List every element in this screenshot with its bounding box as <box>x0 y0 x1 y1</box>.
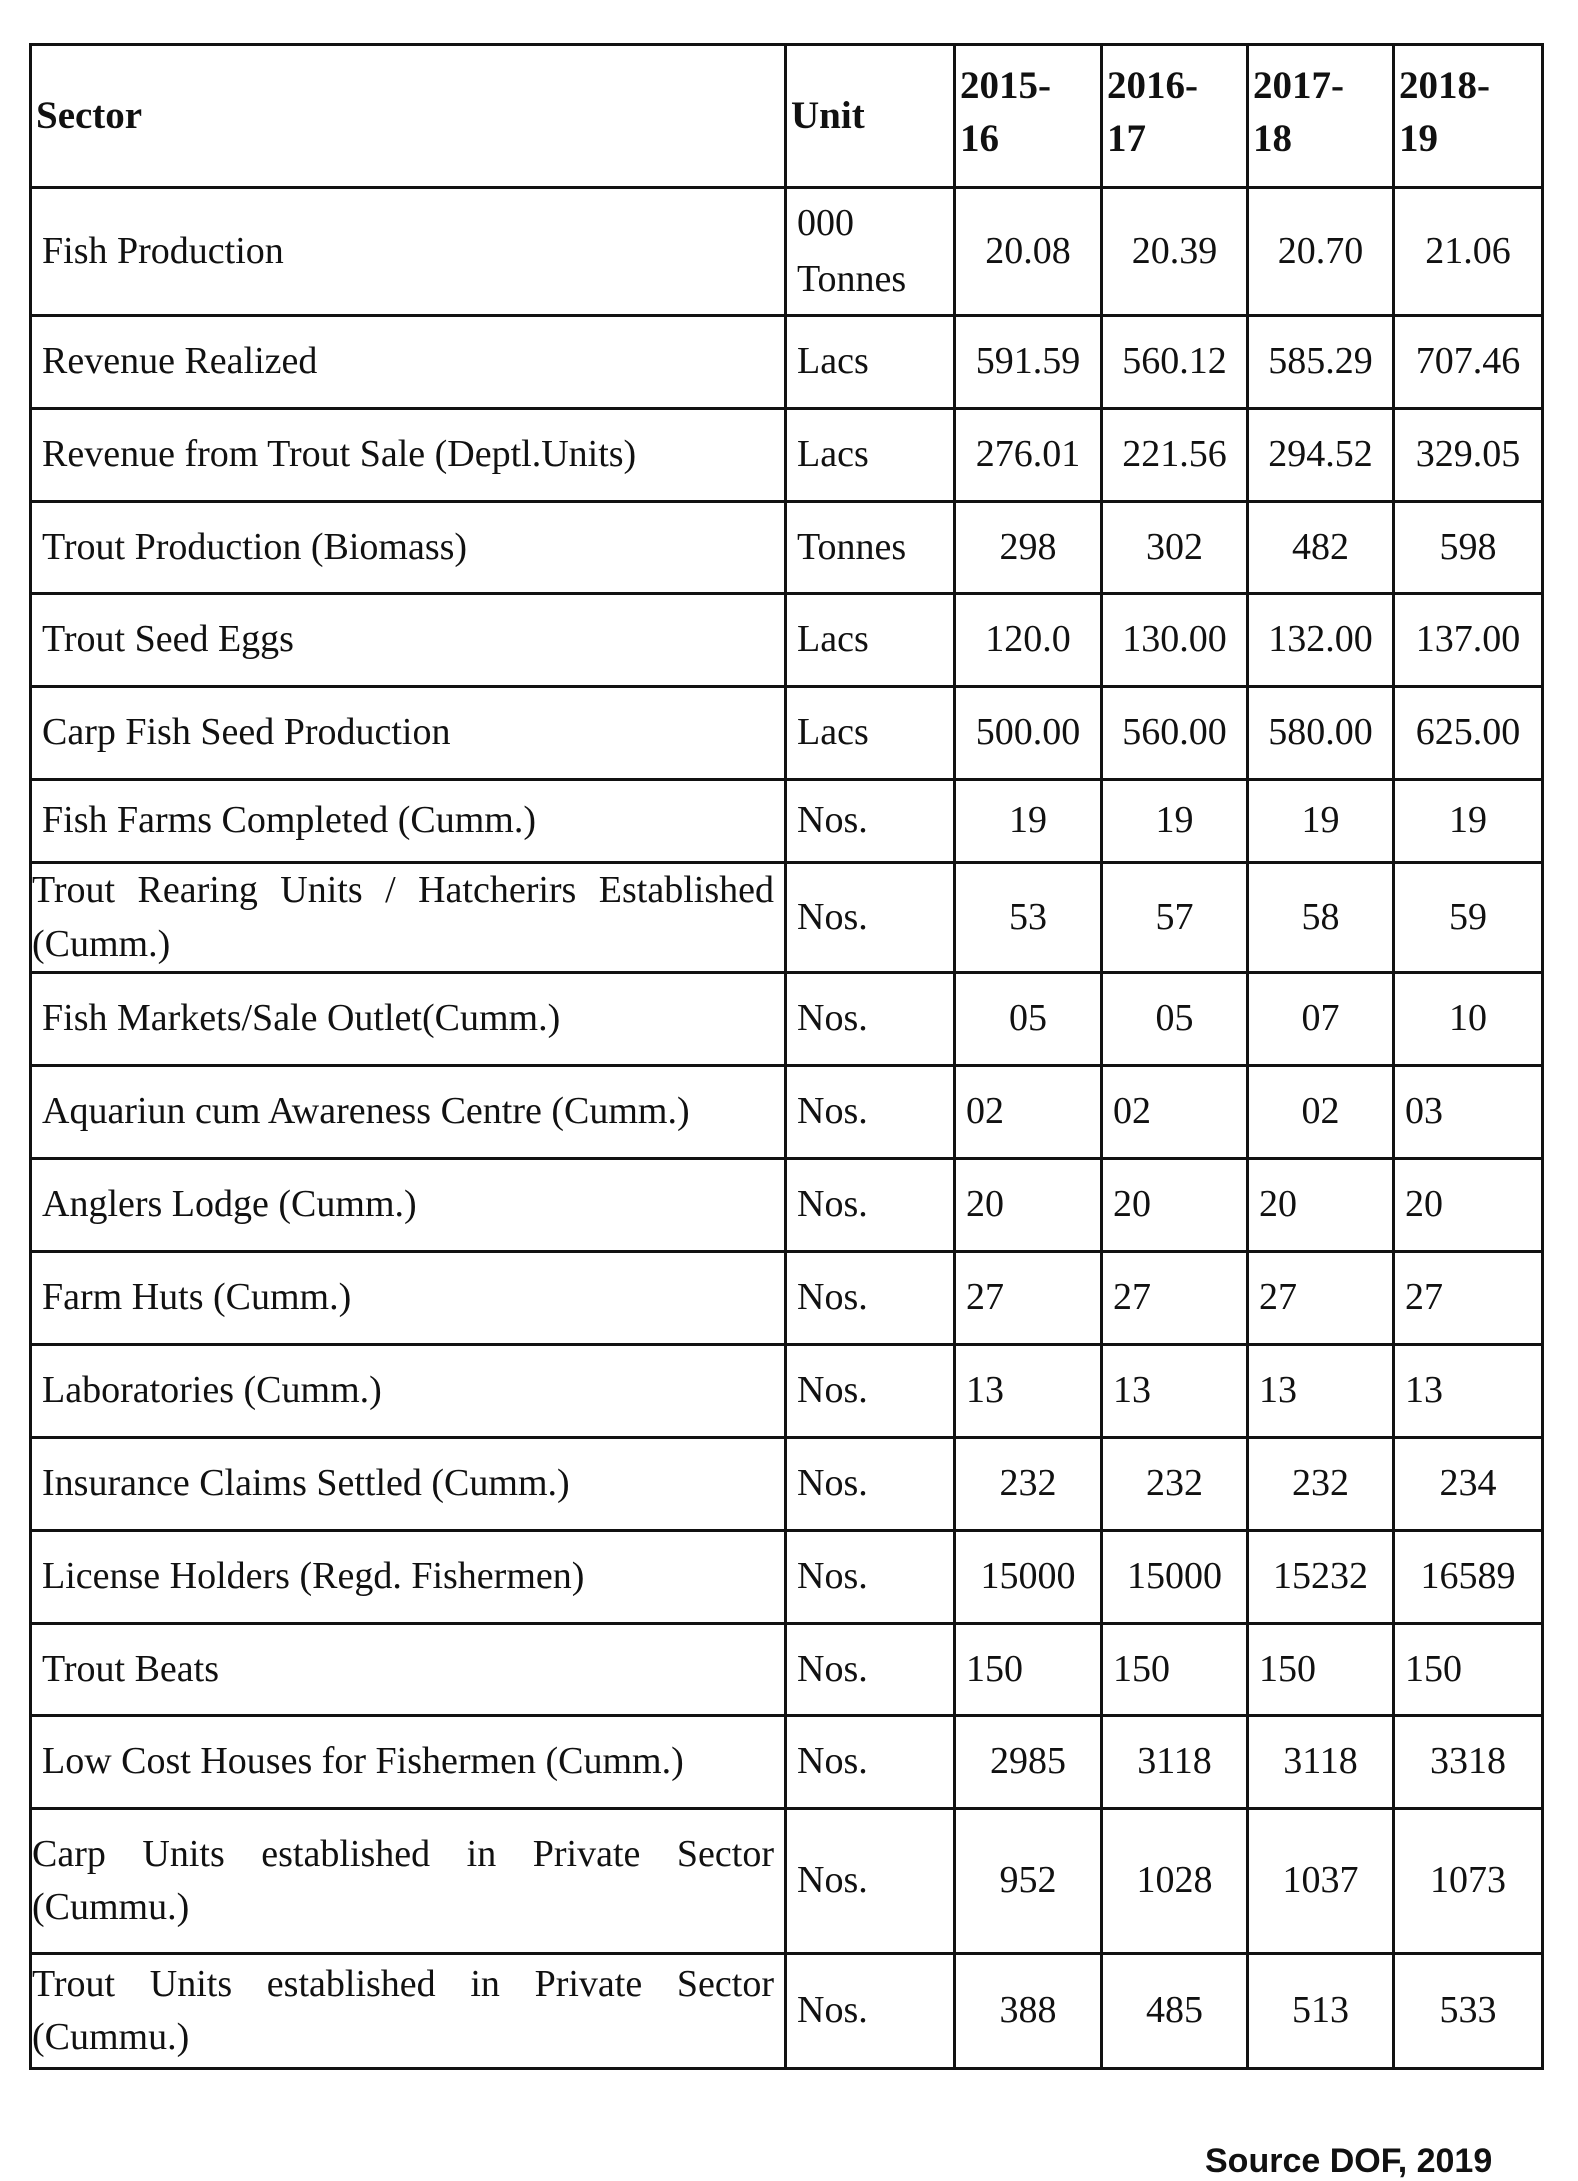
value-cell: 05 <box>955 973 1102 1066</box>
value-cell: 59 <box>1394 863 1543 973</box>
table-row <box>31 316 1543 409</box>
header-sector: Sector <box>31 45 786 188</box>
table-row <box>31 409 1543 502</box>
value-cell: 302 <box>1102 502 1248 594</box>
sector-cell: Trout Rearing Units / Hatcherirs Established (Cumm.) <box>31 863 786 973</box>
table-row <box>31 1066 1543 1159</box>
unit-cell: Nos. <box>786 1716 955 1809</box>
value-cell: 03 <box>1394 1066 1543 1159</box>
value-cell: 21.06 <box>1394 188 1543 316</box>
source-note: Source DOF, 2019 <box>1205 2142 1493 2180</box>
value-cell: 02 <box>1102 1066 1248 1159</box>
value-cell: 20.39 <box>1102 188 1248 316</box>
value-cell: 560.12 <box>1102 316 1248 409</box>
sector-cell: Anglers Lodge (Cumm.) <box>31 1159 786 1252</box>
sector-cell: Trout Beats <box>31 1624 786 1716</box>
value-cell: 533 <box>1394 1954 1543 2069</box>
table-row <box>31 502 1543 594</box>
table-row <box>31 1438 1543 1531</box>
unit-cell: Lacs <box>786 316 955 409</box>
value-cell: 19 <box>955 780 1102 863</box>
value-cell: 10 <box>1394 973 1543 1066</box>
value-cell: 57 <box>1102 863 1248 973</box>
sector-cell: Fish Production <box>31 188 786 316</box>
value-cell: 13 <box>955 1345 1102 1438</box>
value-cell: 276.01 <box>955 409 1102 502</box>
value-cell: 598 <box>1394 502 1543 594</box>
unit-cell: Nos. <box>786 863 955 973</box>
value-cell: 560.00 <box>1102 687 1248 780</box>
sector-cell: Trout Units established in Private Sector (Cummu.) <box>31 1954 786 2069</box>
value-cell: 294.52 <box>1248 409 1394 502</box>
value-cell: 298 <box>955 502 1102 594</box>
sector-cell: Carp Units established in Private Sector (Cummu.) <box>31 1809 786 1954</box>
value-cell: 388 <box>955 1954 1102 2069</box>
value-cell: 513 <box>1248 1954 1394 2069</box>
fisheries-data-table <box>29 43 1544 2070</box>
unit-cell: Nos. <box>786 1066 955 1159</box>
value-cell: 234 <box>1394 1438 1543 1531</box>
value-cell: 232 <box>1248 1438 1394 1531</box>
value-cell: 132.00 <box>1248 594 1394 687</box>
header-unit: Unit <box>786 45 955 188</box>
sector-cell: Fish Markets/Sale Outlet(Cumm.) <box>31 973 786 1066</box>
sector-cell: Aquariun cum Awareness Centre (Cumm.) <box>31 1066 786 1159</box>
value-cell: 20.08 <box>955 188 1102 316</box>
value-cell: 150 <box>1394 1624 1543 1716</box>
value-cell: 27 <box>1102 1252 1248 1345</box>
unit-cell: Lacs <box>786 687 955 780</box>
table-row <box>31 1624 1543 1716</box>
value-cell: 02 <box>1248 1066 1394 1159</box>
value-cell: 20 <box>955 1159 1102 1252</box>
unit-cell: 000 Tonnes <box>786 188 955 316</box>
value-cell: 02 <box>955 1066 1102 1159</box>
value-cell: 15000 <box>1102 1531 1248 1624</box>
value-cell: 137.00 <box>1394 594 1543 687</box>
table-row <box>31 1159 1543 1252</box>
unit-cell: Nos. <box>786 1531 955 1624</box>
table-row <box>31 1954 1543 2069</box>
unit-cell: Nos. <box>786 1809 955 1954</box>
value-cell: 3118 <box>1248 1716 1394 1809</box>
unit-cell: Nos. <box>786 1438 955 1531</box>
sector-cell: Trout Production (Biomass) <box>31 502 786 594</box>
table-row <box>31 973 1543 1066</box>
sector-cell: Insurance Claims Settled (Cumm.) <box>31 1438 786 1531</box>
value-cell: 329.05 <box>1394 409 1543 502</box>
sector-cell: Revenue from Trout Sale (Deptl.Units) <box>31 409 786 502</box>
value-cell: 485 <box>1102 1954 1248 2069</box>
value-cell: 221.56 <box>1102 409 1248 502</box>
sector-cell: Laboratories (Cumm.) <box>31 1345 786 1438</box>
value-cell: 20 <box>1394 1159 1543 1252</box>
header-year-2016-17: 2016- 17 <box>1102 45 1248 188</box>
value-cell: 05 <box>1102 973 1248 1066</box>
header-year-2017-18: 2017- 18 <box>1248 45 1394 188</box>
value-cell: 19 <box>1394 780 1543 863</box>
value-cell: 585.29 <box>1248 316 1394 409</box>
unit-cell: Nos. <box>786 1345 955 1438</box>
value-cell: 1028 <box>1102 1809 1248 1954</box>
header-year-2018-19: 2018- 19 <box>1394 45 1543 188</box>
value-cell: 482 <box>1248 502 1394 594</box>
table-row <box>31 1531 1543 1624</box>
value-cell: 15232 <box>1248 1531 1394 1624</box>
value-cell: 1037 <box>1248 1809 1394 1954</box>
value-cell: 16589 <box>1394 1531 1543 1624</box>
value-cell: 120.0 <box>955 594 1102 687</box>
value-cell: 150 <box>1248 1624 1394 1716</box>
unit-cell: Nos. <box>786 1252 955 1345</box>
header-row <box>31 45 1543 188</box>
value-cell: 500.00 <box>955 687 1102 780</box>
sector-cell: Revenue Realized <box>31 316 786 409</box>
value-cell: 15000 <box>955 1531 1102 1624</box>
table-row <box>31 1716 1543 1809</box>
value-cell: 19 <box>1248 780 1394 863</box>
value-cell: 232 <box>1102 1438 1248 1531</box>
sector-cell: Low Cost Houses for Fishermen (Cumm.) <box>31 1716 786 1809</box>
value-cell: 13 <box>1102 1345 1248 1438</box>
header-year-2015-16: 2015- 16 <box>955 45 1102 188</box>
unit-cell: Nos. <box>786 1954 955 2069</box>
value-cell: 27 <box>955 1252 1102 1345</box>
unit-cell: Nos. <box>786 1624 955 1716</box>
value-cell: 591.59 <box>955 316 1102 409</box>
value-cell: 20.70 <box>1248 188 1394 316</box>
table-row <box>31 594 1543 687</box>
value-cell: 13 <box>1394 1345 1543 1438</box>
sector-cell: Farm Huts (Cumm.) <box>31 1252 786 1345</box>
value-cell: 20 <box>1248 1159 1394 1252</box>
value-cell: 2985 <box>955 1716 1102 1809</box>
sector-cell: Carp Fish Seed Production <box>31 687 786 780</box>
value-cell: 3318 <box>1394 1716 1543 1809</box>
value-cell: 625.00 <box>1394 687 1543 780</box>
unit-cell: Lacs <box>786 594 955 687</box>
sector-cell: License Holders (Regd. Fishermen) <box>31 1531 786 1624</box>
value-cell: 27 <box>1248 1252 1394 1345</box>
value-cell: 150 <box>955 1624 1102 1716</box>
table-row <box>31 687 1543 780</box>
value-cell: 150 <box>1102 1624 1248 1716</box>
table-row <box>31 863 1543 973</box>
value-cell: 07 <box>1248 973 1394 1066</box>
value-cell: 13 <box>1248 1345 1394 1438</box>
value-cell: 130.00 <box>1102 594 1248 687</box>
table-row <box>31 1809 1543 1954</box>
sector-cell: Trout Seed Eggs <box>31 594 786 687</box>
value-cell: 20 <box>1102 1159 1248 1252</box>
value-cell: 3118 <box>1102 1716 1248 1809</box>
value-cell: 232 <box>955 1438 1102 1531</box>
table-row <box>31 1345 1543 1438</box>
value-cell: 58 <box>1248 863 1394 973</box>
table-row <box>31 1252 1543 1345</box>
value-cell: 580.00 <box>1248 687 1394 780</box>
unit-cell: Lacs <box>786 409 955 502</box>
unit-cell: Nos. <box>786 973 955 1066</box>
table-row <box>31 188 1543 316</box>
value-cell: 952 <box>955 1809 1102 1954</box>
value-cell: 27 <box>1394 1252 1543 1345</box>
value-cell: 1073 <box>1394 1809 1543 1954</box>
sector-cell: Fish Farms Completed (Cumm.) <box>31 780 786 863</box>
value-cell: 53 <box>955 863 1102 973</box>
unit-cell: Nos. <box>786 1159 955 1252</box>
unit-cell: Tonnes <box>786 502 955 594</box>
value-cell: 19 <box>1102 780 1248 863</box>
table-row <box>31 780 1543 863</box>
value-cell: 707.46 <box>1394 316 1543 409</box>
unit-cell: Nos. <box>786 780 955 863</box>
